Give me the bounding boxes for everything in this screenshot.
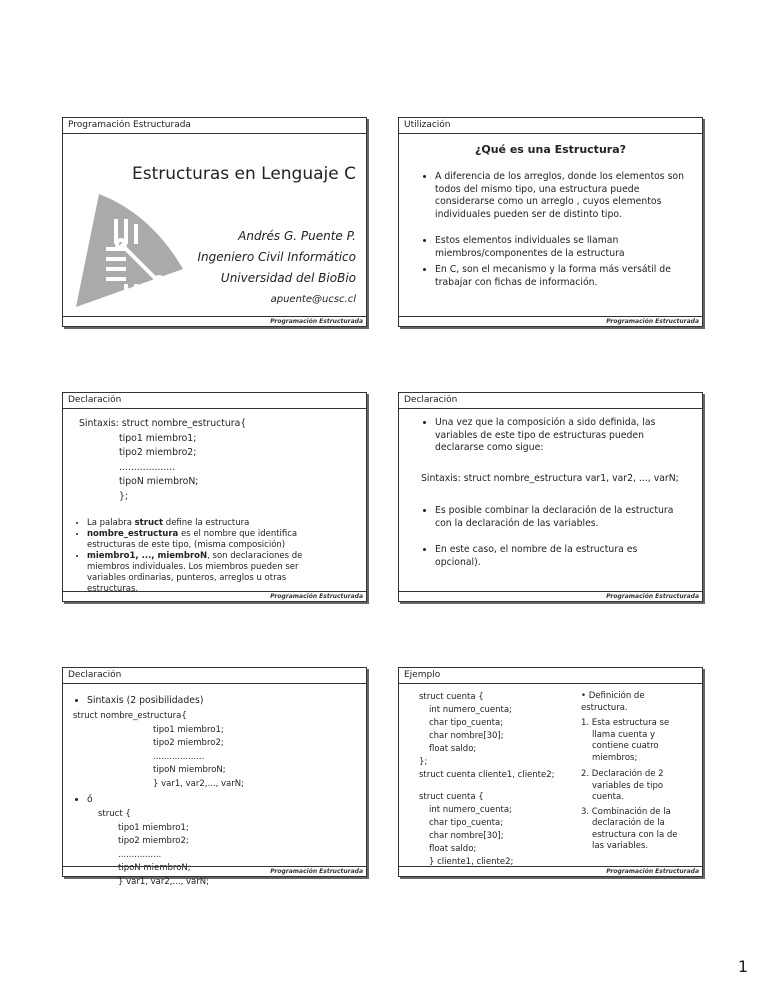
code-line: ...................: [119, 461, 176, 473]
code-line: struct nombre_estructura{: [73, 711, 187, 721]
note: 3. Combinación de la declaración de la estructura con la de las variables.: [581, 806, 678, 851]
code-line: struct cuenta {: [419, 792, 484, 802]
slide-title: ¿Qué es una Estructura?: [474, 143, 627, 156]
slide-utilizacion: [398, 117, 703, 327]
bullet: • A diferencia de los arreglos, donde los elementos son todos del mismo tipo, una estructura puede considerarse como un arreglo , cuyos elementos individuales pueden ser de distinto tipo.: [435, 171, 684, 221]
code-line: float saldo;: [429, 744, 477, 754]
slide-header: Programación Estructurada: [63, 118, 366, 134]
syntax-line: Sintaxis: struct nombre_estructura var1, var2, ..., varN;: [421, 473, 679, 484]
presentation-title: Estructuras en Lenguaje C: [132, 164, 356, 184]
page-number: 1: [737, 957, 748, 976]
slide-declaracion-2: [398, 392, 703, 602]
code-line: tipo1 miembro1;: [119, 432, 197, 444]
slide-footer: Programación Estructurada: [63, 866, 366, 876]
bullet: • ó: [87, 794, 93, 807]
code-line: struct {: [98, 809, 131, 819]
code-line: int numero_cuenta;: [429, 805, 512, 815]
code-line: char nombre[30];: [429, 731, 504, 741]
slide-footer: Programación Estructurada: [63, 591, 366, 601]
code-line: tipo2 miembro2;: [119, 447, 197, 458]
code-line: char nombre[30];: [429, 831, 504, 841]
author-email: apuente@ucsc.cl: [270, 294, 356, 305]
code-line: tipo1 miembro1;: [153, 724, 224, 735]
note: 1. Esta estructura se llama cuenta y contiene cuatro miembros;: [581, 718, 670, 763]
code-line: ...................: [153, 751, 205, 762]
slide-header: Utilización: [399, 118, 702, 134]
slide-title: [62, 117, 367, 327]
code-line: tipoN miembroN;: [118, 863, 191, 873]
bullet: • nombre_estructura es el nombre que identifica estructuras de este tipo, (misma composición): [87, 529, 336, 551]
bullet: • Sintaxis (2 posibilidades): [87, 695, 203, 708]
code-line: tipoN miembroN;: [119, 476, 199, 487]
slide-header: Declaración: [399, 393, 702, 409]
code-line: struct cuenta cliente1, cliente2;: [419, 770, 555, 780]
slide-header: Declaración: [63, 393, 366, 409]
note: 2. Declaración de 2 variables de tipo cuenta.: [581, 769, 664, 802]
code-line: } cliente1, cliente2;: [429, 857, 514, 867]
code-line: } var1, var2,..., varN;: [118, 876, 209, 887]
code-line: };: [419, 757, 428, 767]
author-university: Universidad del BioBio: [220, 271, 356, 285]
code-line: tipo2 miembro2;: [118, 836, 189, 846]
author-name: Andrés G. Puente P.: [238, 229, 356, 243]
slide-footer: Programación Estructurada: [399, 866, 702, 876]
code-line: tipo1 miembro1;: [118, 822, 189, 833]
slide-ejemplo: [398, 667, 703, 877]
note: • Definición de estructura.: [581, 691, 645, 713]
bullet: • Una vez que la composición a sido definida, las variables de este tipo de estructuras pueden declararse como sigue:: [435, 417, 682, 455]
code-line: float saldo;: [429, 844, 477, 854]
code-line: ................: [118, 849, 162, 860]
slide-header: Ejemplo: [399, 668, 702, 684]
code-line: char tipo_cuenta;: [429, 718, 504, 728]
slide-declaracion-1: [62, 392, 367, 602]
code-line: int numero_cuenta;: [429, 705, 512, 715]
slide-footer: Programación Estructurada: [399, 316, 702, 326]
circuit-logo-icon: [71, 189, 191, 309]
slide-footer: Programación Estructurada: [63, 316, 366, 326]
bullet: • En este caso, el nombre de la estructura es opcional).: [435, 544, 682, 569]
bullet: • Estos elementos individuales se llaman miembros/componentes de la estructura: [435, 235, 684, 260]
code-line: char tipo_cuenta;: [429, 818, 504, 828]
syntax-line: Sintaxis: struct nombre_estructura{: [79, 418, 247, 429]
code-line: tipoN miembroN;: [153, 765, 226, 775]
code-line: };: [119, 490, 129, 502]
code-line: struct cuenta {: [419, 692, 484, 702]
code-line: } var1, var2,..., varN;: [153, 778, 244, 789]
code-line: tipo2 miembro2;: [153, 738, 224, 748]
slide-declaracion-3: [62, 667, 367, 887]
slide-footer: Programación Estructurada: [399, 591, 702, 601]
slide-header: Declaración: [63, 668, 366, 684]
bullet: • Es posible combinar la declaración de la estructura con la declaración de las variables.: [435, 505, 682, 530]
bullet: • La palabra struct define la estructura: [87, 518, 336, 529]
bullet: • En C, son el mecanismo y la forma más versátil de trabajar con fichas de información.: [435, 264, 684, 289]
author-role: Ingeniero Civil Informático: [197, 250, 356, 264]
bullet: • miembro1, ..., miembroN, son declaraciones de miembros individuales. Los miembros pueden ser variables ordinarias, punteros, arreglos u otras estructuras.: [87, 551, 336, 595]
